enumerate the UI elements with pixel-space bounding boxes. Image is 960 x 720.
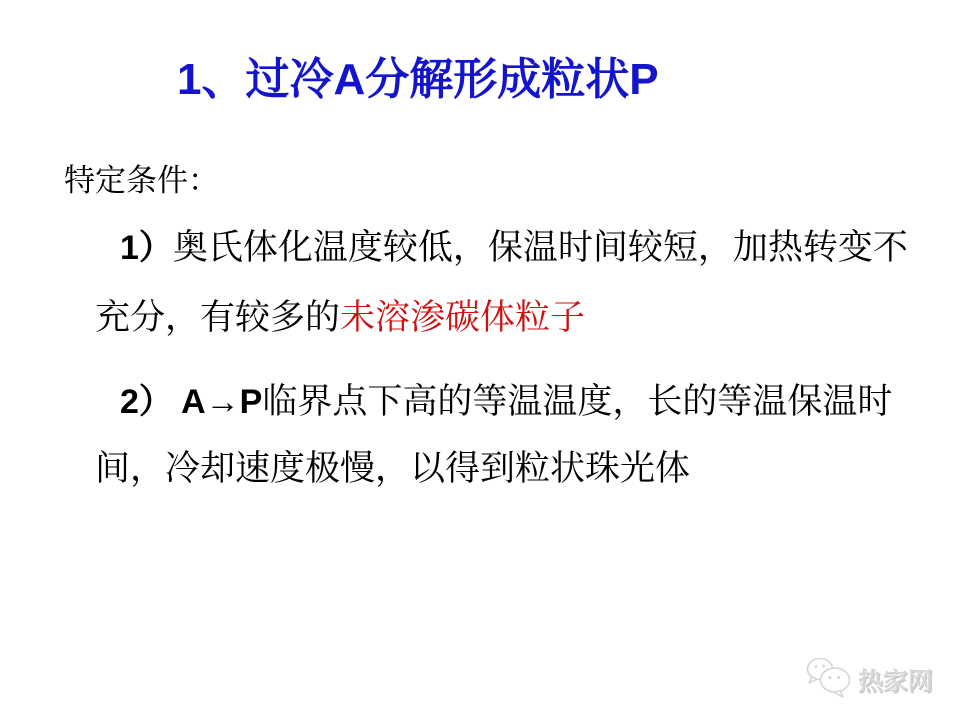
paragraph-1-line-2 xyxy=(95,298,585,338)
paragraph-2-line-1-text: 临界点下高的等温温度，长的等温保温时 xyxy=(262,382,893,422)
watermark-text: 热家网 xyxy=(858,668,934,696)
paragraph-2-number: 2） A→P xyxy=(120,383,263,421)
paragraph-1-number: 1） xyxy=(120,229,173,267)
paragraph-2-line-1 xyxy=(120,382,892,422)
paragraph-1-line-1-text: 奥氏体化温度较低，保温时间较短，加热转变不 xyxy=(172,228,908,268)
paragraph-2-line-2 xyxy=(95,449,690,489)
paragraph-1-line-1 xyxy=(120,228,908,268)
paragraph-1-highlight-text: 未溶渗碳体粒子 xyxy=(340,298,586,338)
conditions-label: 特定条件： xyxy=(64,163,219,199)
paragraph-2-line-2-text: 间，冷却速度极慢，以得到粒状珠光体 xyxy=(95,449,691,489)
chat-bubbles-icon xyxy=(804,654,854,706)
paragraph-1-line-2-text: 充分，有较多的 xyxy=(95,298,341,338)
watermark xyxy=(804,654,933,706)
slide-title: 1、过冷A分解形成粒状P xyxy=(177,55,659,104)
